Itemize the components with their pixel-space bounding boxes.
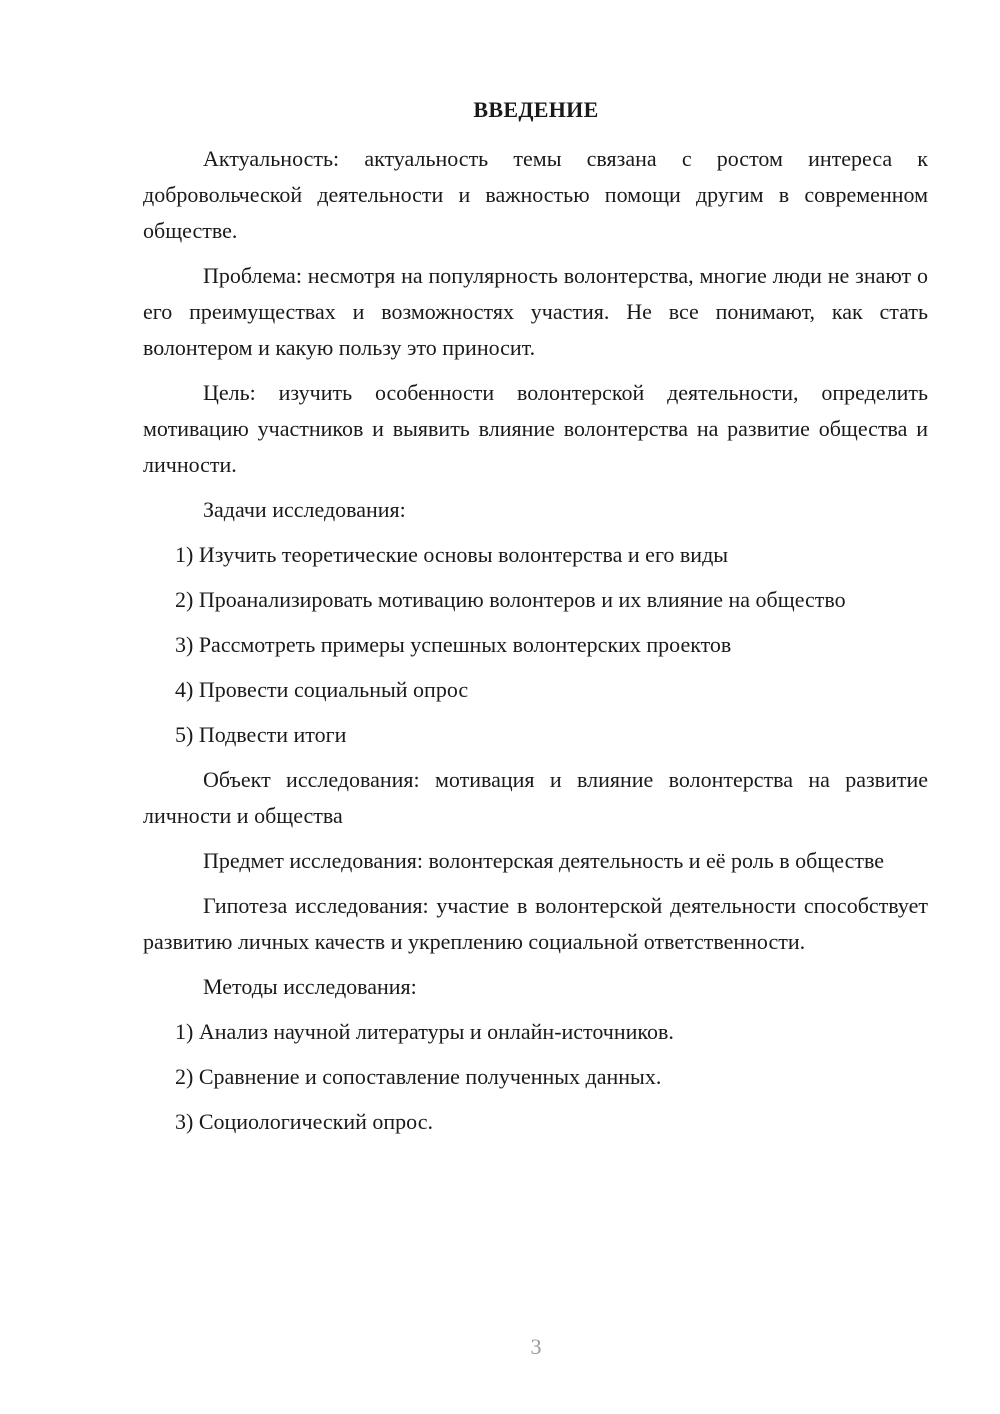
task-item: 2) Проанализировать мотивацию волонтеров и их влияние на общество [175,587,846,612]
problem-paragraph: Проблема: несмотря на популярность волонтерства, многие люди не знают о его преимуществах и возможностях участия. Не все понимают, как стать волонтером и какую пользу это приносит. [143,263,928,360]
methods-heading: Методы исследования: [203,974,417,999]
task-item: 4) Провести социальный опрос [175,677,469,702]
tasks-heading: Задачи исследования: [203,497,406,522]
subject-paragraph: Предмет исследования: волонтерская деятельность и её роль в обществе [203,848,884,873]
relevance-paragraph: Актуальность: актуальность темы связана с ростом интереса к добровольческой деятельности и важностью помощи другим в современном обществе. [143,146,928,243]
method-item: 2) Сравнение и сопоставление полученных данных. [175,1064,662,1089]
goal-paragraph: Цель: изучить особенности волонтерской деятельности, определить мотивацию участников и выявить влияние волонтерства на развитие общества и личности. [143,380,928,477]
task-item: 3) Рассмотреть примеры успешных волонтерских проектов [175,632,732,657]
hypothesis-paragraph: Гипотеза исследования: участие в волонтерской деятельности способствует развитию личных качеств и укреплению социальной ответственности. [143,893,928,954]
task-item: 1) Изучить теоретические основы волонтерства и его виды [175,542,729,567]
method-item: 1) Анализ научной литературы и онлайн-источников. [175,1019,674,1044]
document-body [143,141,928,1149]
object-paragraph: Объект исследования: мотивация и влияние волонтерства на развитие личности и общества [143,767,928,828]
page-title: ВВЕДЕНИЕ [473,97,599,122]
method-item: 3) Социологический опрос. [175,1109,433,1134]
task-item: 5) Подвести итоги [175,722,347,747]
page-number: 3 [530,1334,542,1359]
